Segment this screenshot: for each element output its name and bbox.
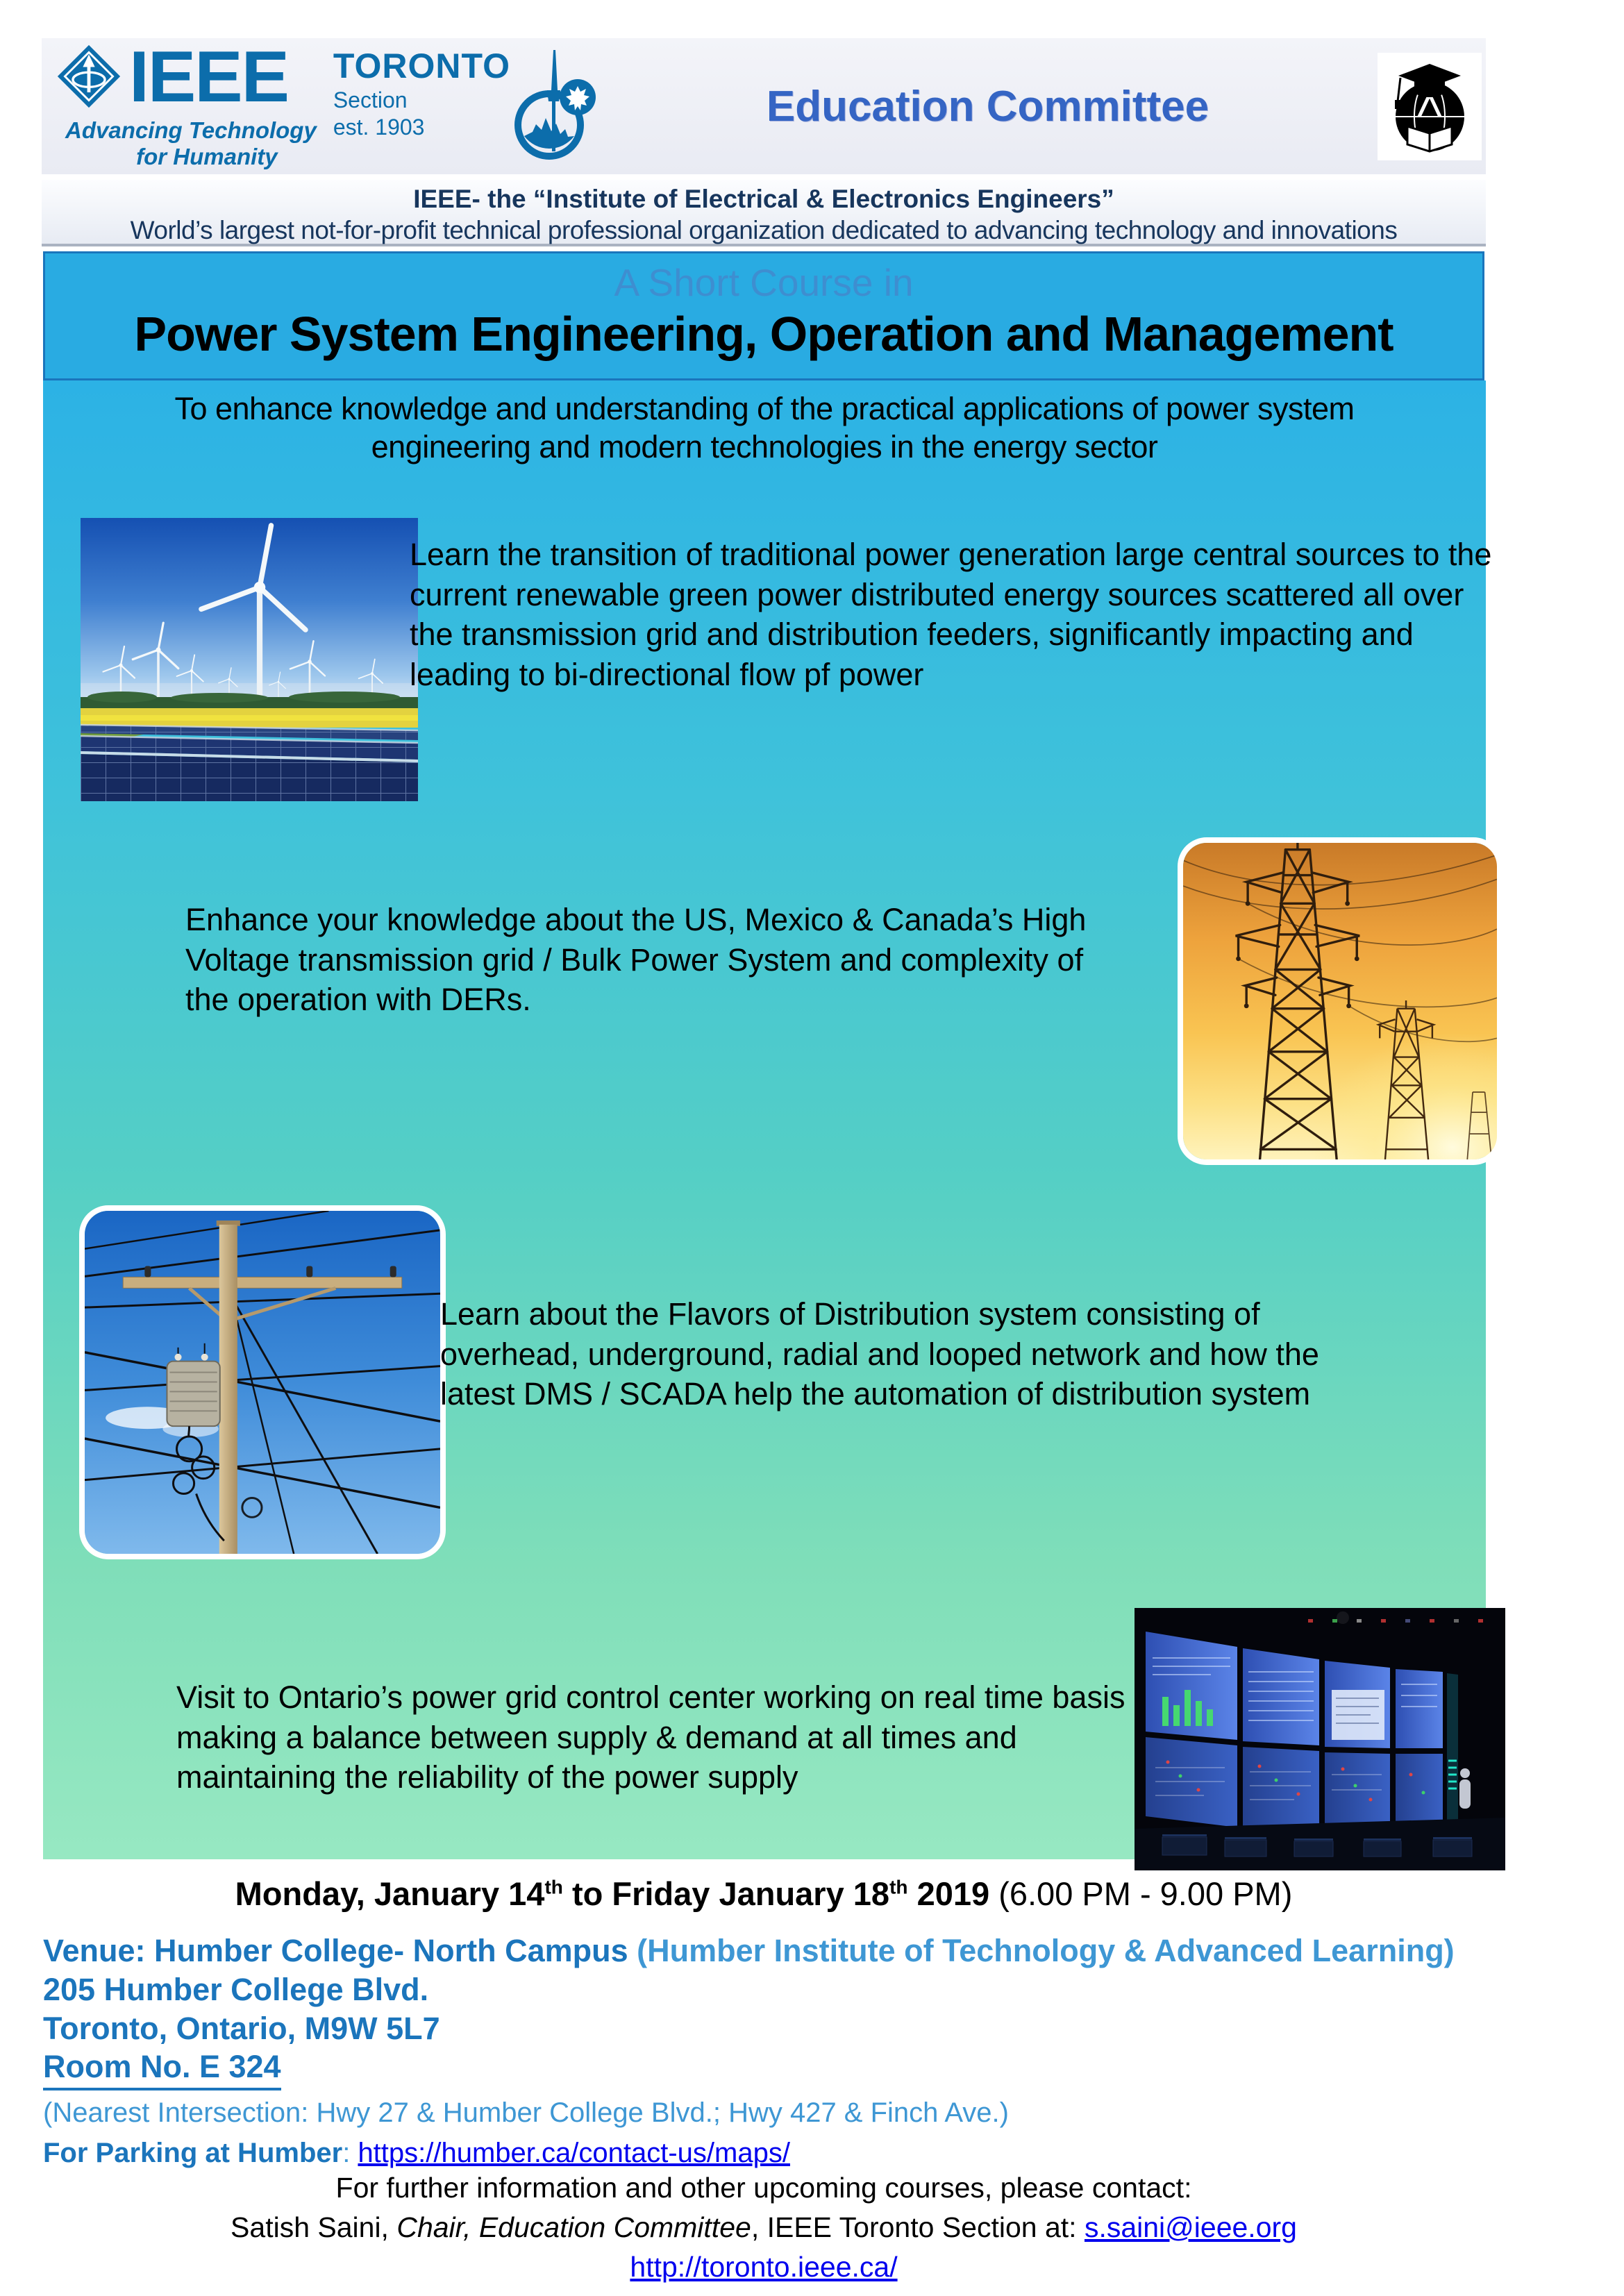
schedule-time: (6.00 PM - 9.00 PM) [998, 1875, 1293, 1912]
schedule-superscript-1: th [544, 1876, 563, 1898]
contact-affiliation: , IEEE Toronto Section at: [751, 2211, 1085, 2244]
ieee-logo [56, 37, 317, 170]
contact-prompt: For further information and other upcoming courses, please contact: [335, 2172, 1192, 2204]
parking-colon: : [342, 2138, 358, 2169]
contact-person-line [43, 2211, 1484, 2244]
parking-map-link[interactable]: https://humber.ca/contact-us/maps/ [358, 2138, 790, 2169]
education-committee-title: Education Committee [766, 82, 1209, 131]
course-kicker: A Short Course in [614, 261, 914, 304]
banner-line-2: World’s largest not-for-profit technical professional organization dedicated to advancing technology and innovations [130, 216, 1398, 244]
grid-control-center-photo [1135, 1608, 1505, 1870]
toronto-est-label: est. 1903 [333, 114, 425, 140]
venue-room-line [43, 2047, 1455, 2090]
toronto-wordmark: TORONTO [333, 46, 510, 85]
venue-label-subtext: (Humber Institute of Technology & Advanced Learning) [628, 1933, 1455, 1968]
content-area [43, 380, 1492, 1859]
course-point-3: Learn about the Flavors of Distribution system consisting of overhead, underground, radial and looped network and how the latest DMS / SCADA help the automation of distribution system [440, 1296, 1319, 1412]
contact-email-link[interactable]: s.saini@ieee.org [1084, 2211, 1297, 2244]
course-point-1: Learn the transition of traditional power generation large central sources to the current renewable green power distributed energy sources scattered all over the transmission grid and distribution feeders, significantly impacting and leading to bi-directional flow pf power [410, 537, 1492, 692]
toronto-section-label: Section [333, 87, 408, 112]
contact-role: Chair, Education Committee [396, 2211, 751, 2244]
venue-intersection-note: (Nearest Intersection: Hwy 27 & Humber College Blvd.; Hwy 427 & Finch Ave.) [43, 2097, 1009, 2129]
course-subtitle: To enhance knowledge and understanding of the practical applications of power system engineering and modern technologies in the energy sector [174, 391, 1355, 464]
schedule-line [43, 1875, 1484, 1913]
banner-line-1: IEEE- the “Institute of Electrical & Electronics Engineers” [413, 185, 1114, 213]
contact-name: Satish Saini, [231, 2211, 397, 2244]
distribution-pole-photo [79, 1205, 446, 1559]
venue-room-number: Room No. E 324 [43, 2047, 281, 2090]
wind-turbines-solar-panels-photo [81, 518, 418, 801]
schedule-date-part2: to Friday January 18 [562, 1875, 890, 1912]
venue-address-line2: Toronto, Ontario, M9W 5L7 [43, 2010, 440, 2046]
parking-label: For Parking at Humber [43, 2138, 343, 2169]
ieee-wordmark: IEEE [129, 37, 288, 118]
venue-address-line1: 205 Humber College Blvd. [43, 1971, 429, 2007]
graduation-cap-globe-book-icon [1378, 53, 1482, 160]
ieee-tagline-line2: for Humanity [136, 143, 278, 169]
venue-label: Venue: Humber College- North Campus [43, 1933, 628, 1968]
schedule-date-part3: 2019 [907, 1875, 999, 1912]
schedule-date-part1: Monday, January 14 [235, 1875, 545, 1912]
title-box [43, 251, 1484, 380]
section-website-link[interactable]: http://toronto.ieee.ca/ [630, 2251, 898, 2284]
transmission-towers-sunset-photo [1178, 837, 1502, 1165]
cn-tower-maple-leaf-circle-icon [513, 47, 598, 167]
venue-block [43, 1932, 1455, 2171]
contact-block [43, 2165, 1484, 2284]
venue-name-line [43, 1932, 1455, 1970]
schedule-superscript-2: th [889, 1876, 908, 1898]
header-band [42, 38, 1486, 174]
tagline-banner [42, 180, 1486, 246]
course-title: Power System Engineering, Operation and Management [134, 307, 1393, 361]
contact-website-line [43, 2251, 1484, 2284]
toronto-section-logo [333, 46, 598, 167]
ieee-tagline-line1: Advancing Technology [65, 117, 317, 143]
course-point-2: Enhance your knowledge about the US, Mexico & Canada’s High Voltage transmission grid / Bulk Power System and complexity of the operation with DERs. [185, 902, 1087, 1018]
course-point-4: Visit to Ontario’s power grid control center working on real time basis making a balance between supply & demand at all times and maintaining the reliability of the power supply [176, 1679, 1125, 1795]
ieee-diamond-kite-icon [56, 43, 122, 113]
